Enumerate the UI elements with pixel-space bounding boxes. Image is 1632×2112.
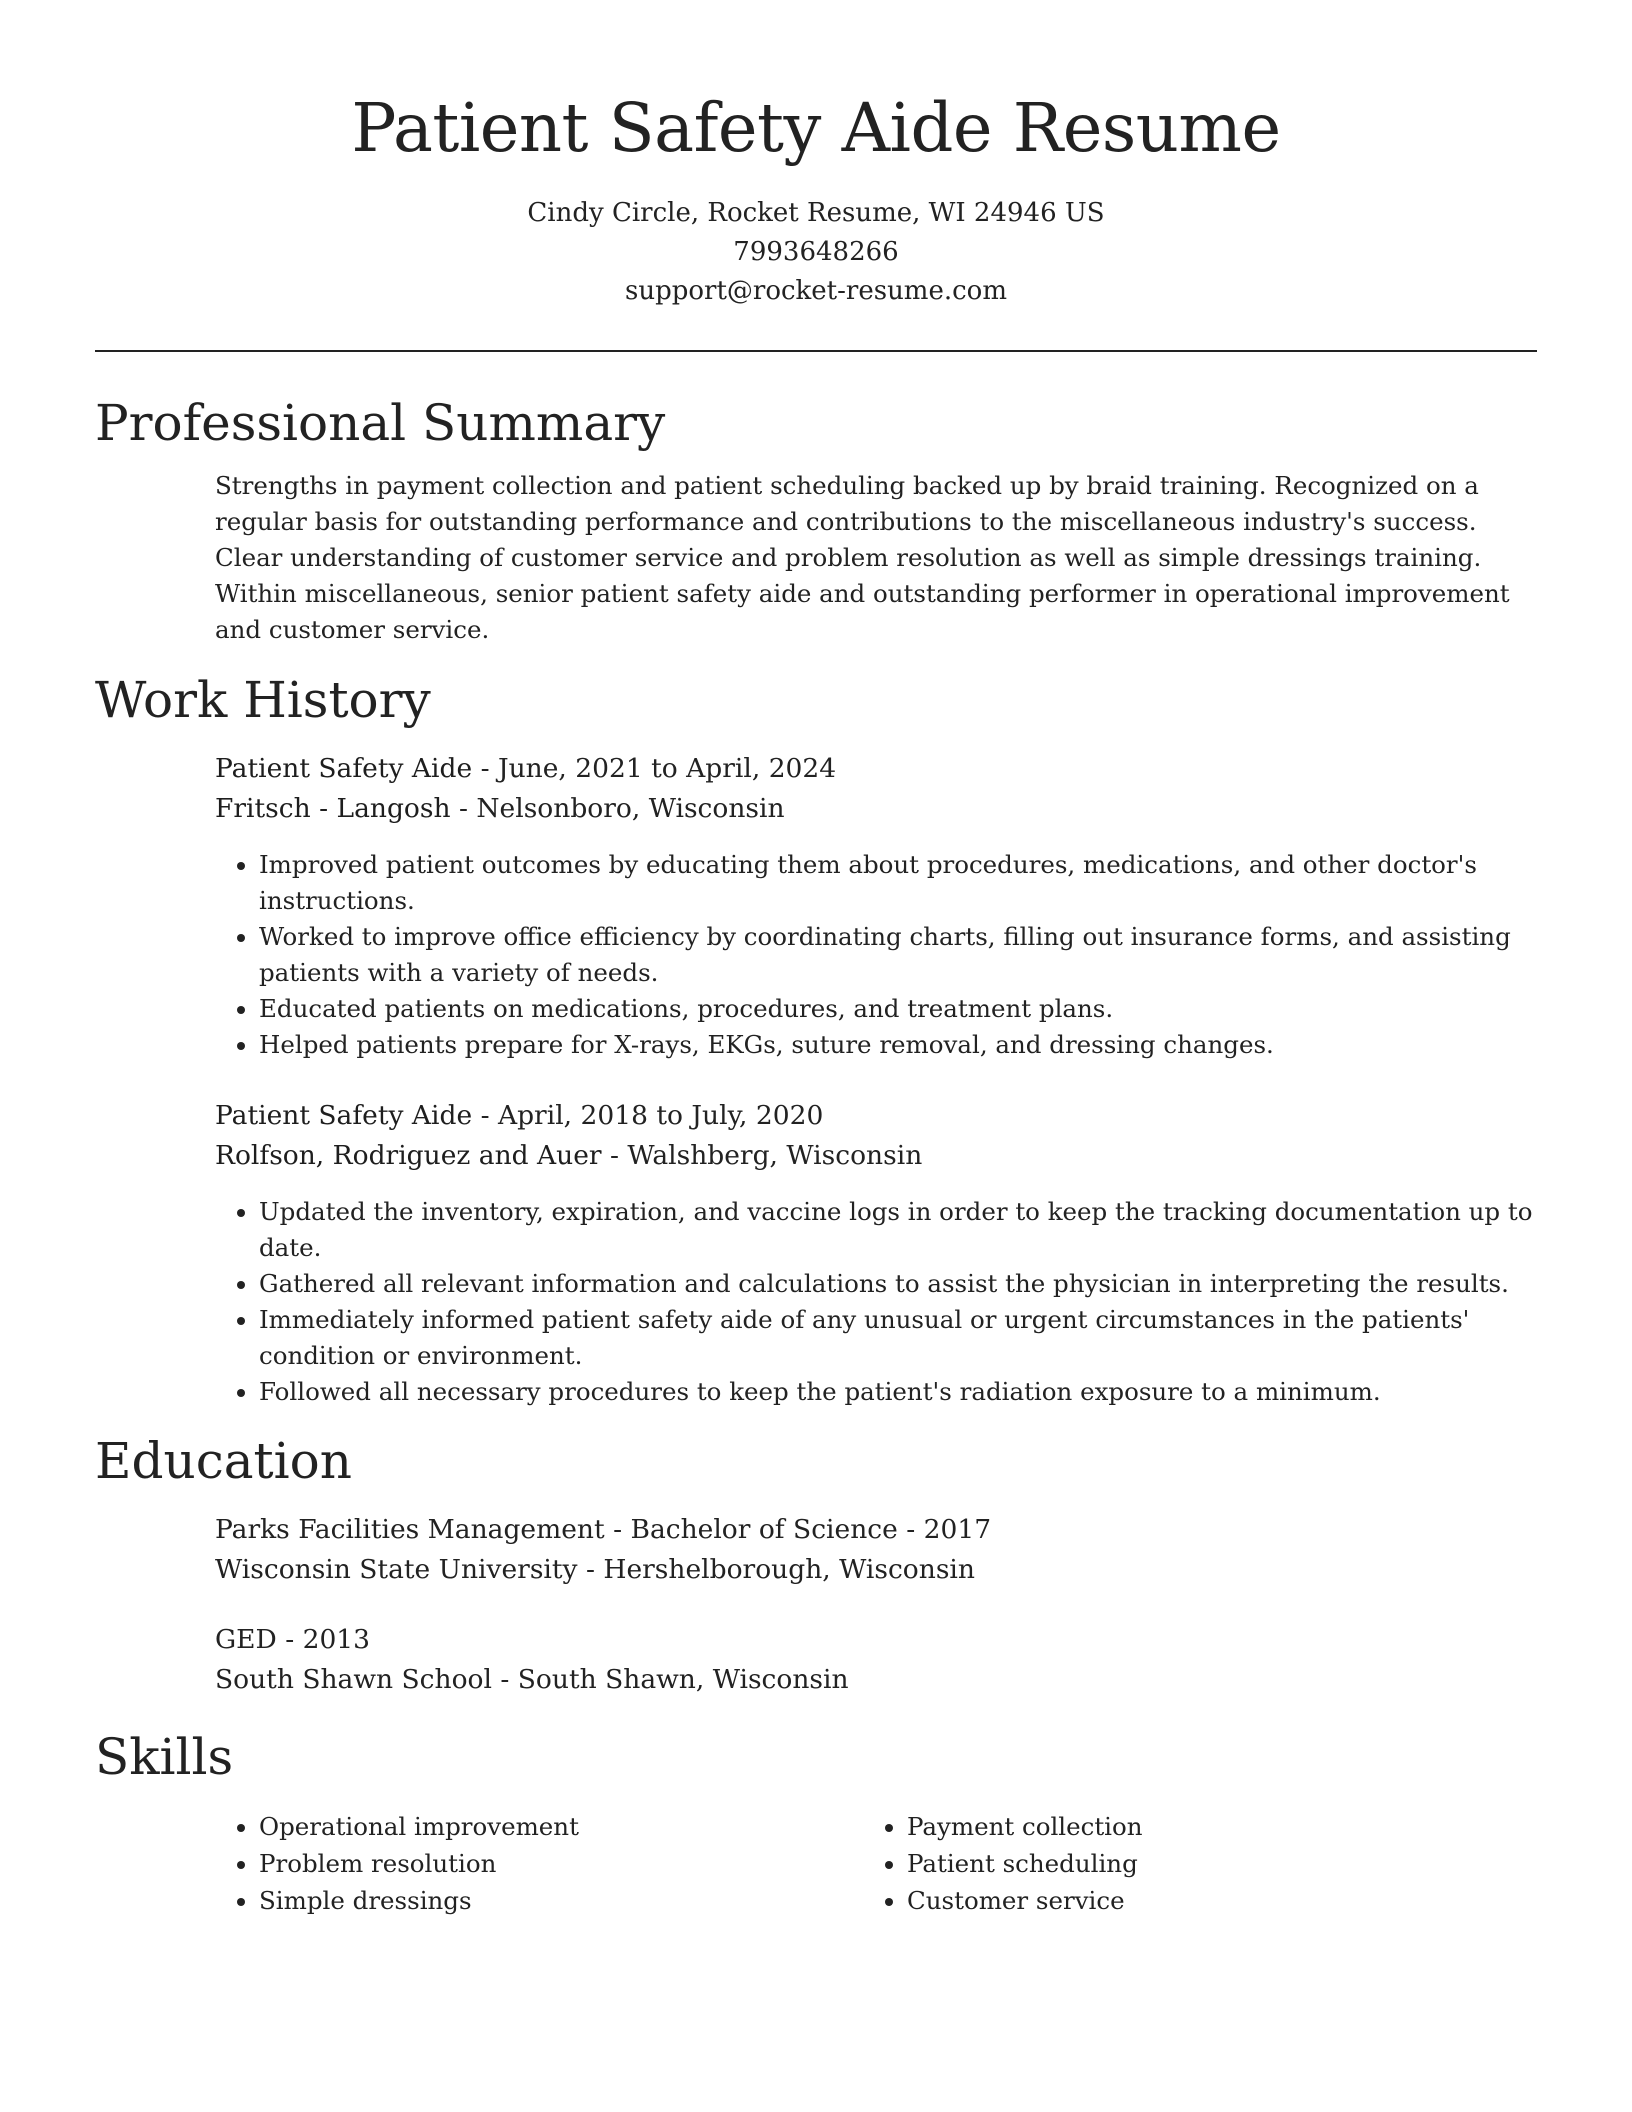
contact-email: support@rocket-resume.com (624, 276, 1007, 306)
job-employer-line (215, 789, 1537, 829)
summary-section (95, 390, 1537, 648)
education-year: 2013 (302, 1624, 371, 1655)
education-school: Wisconsin State University (215, 1554, 578, 1585)
contact-block (95, 194, 1537, 311)
skills-heading: Skills (95, 1728, 234, 1786)
education-location: South Shawn, Wisconsin (517, 1664, 849, 1695)
job-bullet: • Helped patients prepare for X-rays, EKGs, suture removal, and dressing changes. (259, 1027, 1537, 1063)
skill-item: • Payment collection (907, 1808, 1537, 1845)
job-bullet: • Updated the inventory, expiration, and vaccine logs in order to keep the tracking documentation up to date. (259, 1194, 1537, 1266)
contact-phone: 7993648266 (733, 237, 899, 267)
education-degree: GED (215, 1624, 277, 1655)
education-year: 2017 (923, 1514, 992, 1545)
job-title-line (215, 749, 1537, 789)
separator: - (491, 1664, 518, 1695)
job-dates: April, 2018 to July, 2020 (497, 1100, 824, 1131)
summary-heading: Professional Summary (95, 394, 666, 452)
education-school-line (215, 1660, 1537, 1700)
separator: - (897, 1514, 924, 1545)
skills-grid (95, 1808, 1537, 1919)
job-entry (95, 1096, 1537, 1410)
skill-item: • Problem resolution (259, 1845, 863, 1882)
job-employer: Rolfson, Rodriguez and Auer (215, 1140, 602, 1171)
job-dates: June, 2021 to April, 2024 (497, 753, 837, 784)
separator: - (601, 1140, 628, 1171)
job-title-line (215, 1096, 1537, 1136)
job-title: Patient Safety Aide (215, 1100, 473, 1131)
job-location: Walshberg, Wisconsin (627, 1140, 923, 1171)
job-bullets (215, 847, 1537, 1063)
education-program: Parks Facilities Management (215, 1514, 605, 1545)
separator: - (472, 753, 498, 784)
separator: - (604, 1514, 631, 1545)
header-divider (95, 350, 1537, 352)
education-degree-line (215, 1620, 1537, 1660)
skill-item: • Simple dressings (259, 1882, 863, 1919)
job-employer: Fritsch - Langosh (215, 793, 451, 824)
separator: - (577, 1554, 604, 1585)
education-degree-line (215, 1510, 1537, 1550)
skill-item: • Patient scheduling (907, 1845, 1537, 1882)
education-school-line (215, 1550, 1537, 1590)
education-school: South Shawn School (215, 1664, 492, 1695)
job-bullet: • Gathered all relevant information and calculations to assist the physician in interpreting the results. (259, 1266, 1537, 1302)
job-entry (95, 749, 1537, 1063)
work-history-heading: Work History (95, 671, 431, 729)
job-location: Nelsonboro, Wisconsin (476, 793, 785, 824)
job-bullet: • Educated patients on medications, procedures, and treatment plans. (259, 991, 1537, 1027)
education-entry (95, 1510, 1537, 1590)
job-title: Patient Safety Aide (215, 753, 473, 784)
work-history-section (95, 667, 1537, 1410)
skill-item: • Customer service (907, 1882, 1537, 1919)
job-bullet: • Followed all necessary procedures to keep the patient's radiation exposure to a minimum. (259, 1374, 1537, 1410)
job-bullets (215, 1194, 1537, 1410)
separator: - (472, 1100, 498, 1131)
education-location: Hershelborough, Wisconsin (603, 1554, 975, 1585)
separator: - (450, 793, 477, 824)
skills-list-left (215, 1808, 863, 1919)
contact-address: Cindy Circle, Rocket Resume, WI 24946 US (527, 198, 1105, 228)
skills-list-right (863, 1808, 1537, 1919)
job-employer-line (215, 1136, 1537, 1176)
summary-text: Strengths in payment collection and patient scheduling backed up by braid training. Recognized on a regular basis for outstanding performance and contributions to the miscellaneous industry's success. Clear understanding of customer service and problem resolution as well as simple dressings training. Within miscellaneous, senior patient safety aide and outstanding performer in operational improvement and customer service. (215, 471, 1510, 644)
education-degree: Bachelor of Science (630, 1514, 898, 1545)
education-section (95, 1428, 1537, 1700)
skills-section (95, 1724, 1537, 1919)
education-heading: Education (95, 1432, 352, 1490)
job-bullet: • Improved patient outcomes by educating them about procedures, medications, and other doctor's instructions. (259, 847, 1537, 919)
separator: - (276, 1624, 303, 1655)
job-bullet: • Immediately informed patient safety aide of any unusual or urgent circumstances in the patients' condition or environment. (259, 1302, 1537, 1374)
job-bullet: • Worked to improve office efficiency by coordinating charts, filling out insurance forms, and assisting patients with a variety of needs. (259, 919, 1537, 991)
resume-title: Patient Safety Aide Resume (351, 89, 1281, 167)
education-entry (95, 1620, 1537, 1700)
skill-item: • Operational improvement (259, 1808, 863, 1845)
